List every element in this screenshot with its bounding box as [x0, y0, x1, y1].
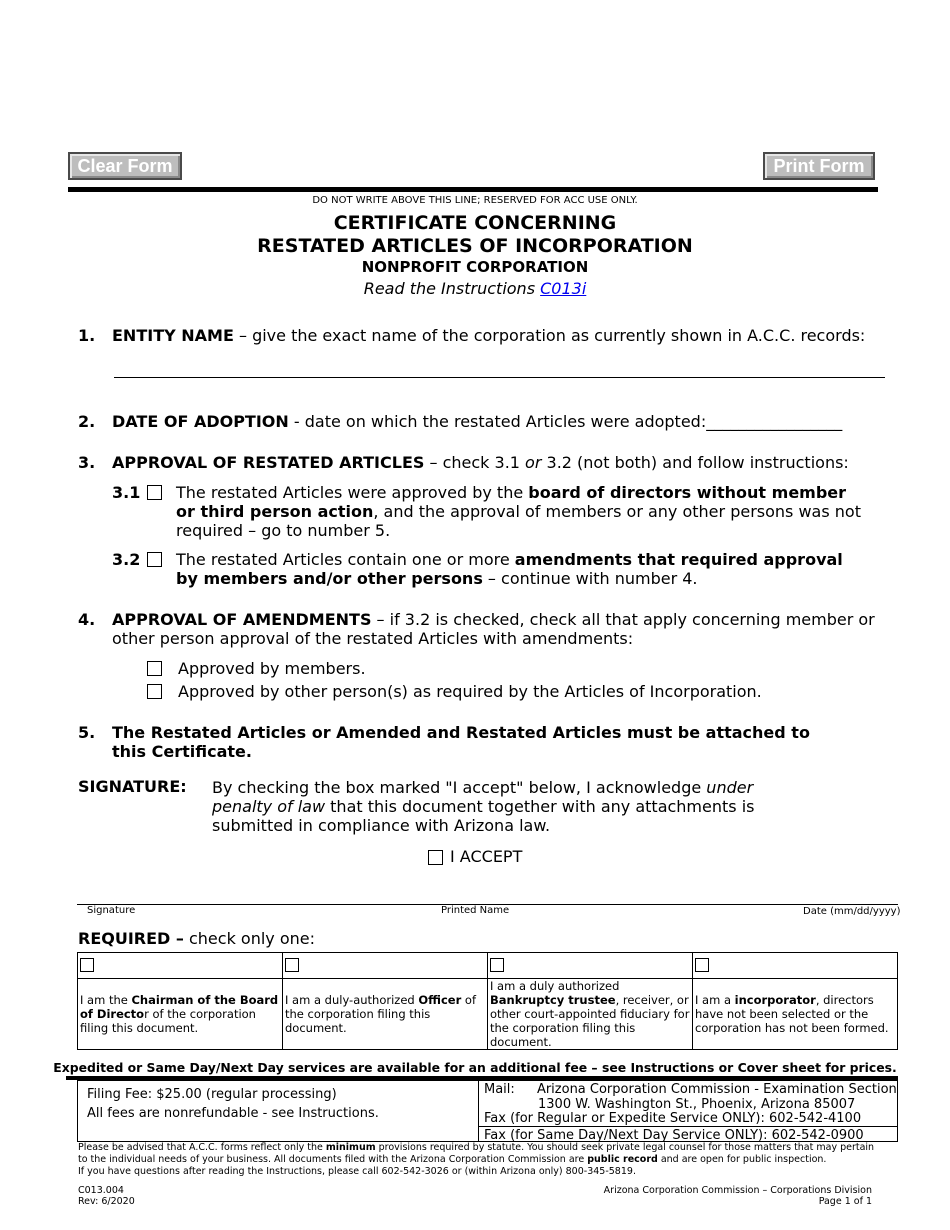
title-line3: NONPROFIT CORPORATION	[361, 258, 589, 276]
signature-caption: Signature	[87, 905, 136, 916]
section2-number: 2.	[78, 412, 96, 431]
fee-box	[77, 1080, 898, 1142]
section5-number: 5.	[78, 723, 96, 742]
signature-italic: under penalty of law	[212, 778, 754, 816]
section2-description: - date on which the restated Articles were adopted:_________________	[288, 412, 843, 431]
option-3-1-checkbox[interactable]	[147, 485, 162, 500]
print-form-button[interactable]: Print Form	[763, 152, 875, 180]
instructions-line	[0, 279, 950, 298]
section4-description: – if 3.2 is checked, check all that apply concerning member or other person approval of the restated Articles with amendments:	[112, 610, 875, 648]
form-id: C013.004	[78, 1185, 124, 1196]
mail-label: Mail:	[484, 1082, 515, 1097]
role-trustee-text: I am a duly authorized Bankruptcy trustee, receiver, or other court-appointed fiduciary for the corporation filing this document.	[488, 979, 693, 1050]
option-3-1-post: , and the approval of members or any other persons was not required – go to number 5.	[176, 502, 861, 540]
required-heading: REQUIRED –	[78, 929, 184, 948]
printed-name-caption: Printed Name	[441, 905, 510, 916]
signature-post: that this document together with any attachments is submitted in compliance with Arizona law.	[212, 797, 755, 835]
role-incorporator-checkbox[interactable]	[695, 958, 709, 972]
required-text: check only one:	[183, 929, 316, 948]
disclaimer: Please be advised that A.C.C. forms reflect only the minimum provisions required by statute. You should seek private legal counsel for those matters that may pertain to the individual needs of your business. All documents filed with the Arizona Corporation Commission are public record and are open for public inspection. If you have questions after reading the Instructions, please call 602-542-3026 or (within Arizona only) 800-345-5819.	[78, 1142, 875, 1177]
clear-form-button[interactable]: Clear Form	[68, 152, 182, 180]
role-chairman-checkbox[interactable]	[80, 958, 94, 972]
option-3-2-post: – continue with number 4.	[482, 569, 698, 588]
section2-text	[112, 412, 912, 431]
option-3-2-checkbox[interactable]	[147, 552, 162, 567]
section3-number: 3.	[78, 453, 96, 472]
date-caption: Date (mm/dd/yyyy)	[803, 906, 901, 917]
mail-line1: Arizona Corporation Commission - Examination Section	[536, 1082, 897, 1097]
signature-pre: By checking the box marked "I accept" below, I acknowledge	[212, 778, 707, 797]
section3-text	[112, 453, 912, 472]
option-3-1-text	[176, 483, 866, 540]
fax-regular: Fax (for Regular or Expedite Service ONLY): 602-542-4100	[484, 1111, 862, 1126]
role-officer-checkbox[interactable]	[285, 958, 299, 972]
option-3-2-pre: The restated Articles contain one or more	[176, 550, 515, 569]
option-3-1-label: 3.1	[112, 483, 141, 502]
title-line1: CERTIFICATE CONCERNING	[333, 212, 617, 234]
section1-text	[112, 326, 912, 345]
i-accept-checkbox[interactable]	[428, 850, 443, 865]
filing-fee: Filing Fee: $25.00 (regular processing)	[87, 1087, 337, 1102]
reserved-divider	[68, 187, 878, 192]
option-3-2-text	[176, 550, 866, 588]
mail-line2: 1300 W. Washington St., Phoenix, Arizona 85007	[538, 1097, 856, 1112]
reserved-note: DO NOT WRITE ABOVE THIS LINE; RESERVED FOR ACC USE ONLY.	[312, 195, 638, 206]
signature-statement	[212, 778, 817, 835]
section4-text	[112, 610, 882, 648]
section1-description: – give the exact name of the corporation as currently shown in A.C.C. records:	[233, 326, 866, 345]
section3-text-a: – check 3.1	[424, 453, 526, 472]
required-heading-line	[78, 929, 315, 948]
entity-name-field[interactable]	[114, 377, 885, 378]
role-table	[77, 952, 898, 1050]
section3-text-b: 3.2 (not both) and follow instructions:	[541, 453, 849, 472]
mail-address	[484, 1082, 897, 1112]
approved-by-members-checkbox[interactable]	[147, 661, 162, 676]
section3-or: or	[525, 453, 542, 472]
role-incorporator-text: I am a incorporator, directors have not been selected or the corporation has not been formed.	[693, 979, 898, 1050]
expedited-note: Expedited or Same Day/Next Day services are available for an additional fee – see Instructions or Cover sheet for prices.	[53, 1060, 897, 1075]
form-rev: Rev: 6/2020	[78, 1196, 135, 1207]
approved-by-other-label: Approved by other person(s) as required by the Articles of Incorporation.	[178, 682, 762, 701]
i-accept-label: I ACCEPT	[450, 847, 523, 866]
section4-heading: APPROVAL OF AMENDMENTS	[112, 610, 372, 629]
option-3-2-label: 3.2	[112, 550, 141, 569]
approved-by-members-label: Approved by members.	[178, 659, 366, 678]
instructions-prefix: Read the Instructions	[363, 279, 536, 298]
nonrefundable-note: All fees are nonrefundable - see Instructions.	[87, 1106, 379, 1121]
role-trustee-checkbox[interactable]	[490, 958, 504, 972]
approved-by-other-checkbox[interactable]	[147, 684, 162, 699]
signature-heading: SIGNATURE:	[78, 777, 187, 796]
option-3-1-pre: The restated Articles were approved by the	[176, 483, 529, 502]
role-chairman-text: I am the Chairman of the Board of Director of the corporation filing this document.	[78, 979, 283, 1050]
fax-same-day: Fax (for Same Day/Next Day Service ONLY): 602-542-0900	[484, 1128, 864, 1143]
page-number: Page 1 of 1	[818, 1196, 872, 1207]
role-officer-text: I am a duly-authorized Officer of the corporation filing this document.	[283, 979, 488, 1050]
section4-number: 4.	[78, 610, 96, 629]
section5-text: The Restated Articles or Amended and Restated Articles must be attached to this Certificate.	[112, 723, 810, 761]
option-3-2-bold: amendments that required approval by members and/or other persons	[176, 550, 843, 588]
option-3-1-bold: board of directors without member or third person action	[176, 483, 847, 521]
section1-number: 1.	[78, 326, 96, 345]
agency-name: Arizona Corporation Commission – Corporations Division	[603, 1185, 872, 1196]
section1-heading: ENTITY NAME	[112, 326, 234, 345]
section3-heading: APPROVAL OF RESTATED ARTICLES	[112, 453, 425, 472]
title-line2: RESTATED ARTICLES OF INCORPORATION	[257, 235, 693, 257]
section2-heading: DATE OF ADOPTION	[112, 412, 289, 431]
instructions-link[interactable]: C013i	[540, 279, 587, 298]
